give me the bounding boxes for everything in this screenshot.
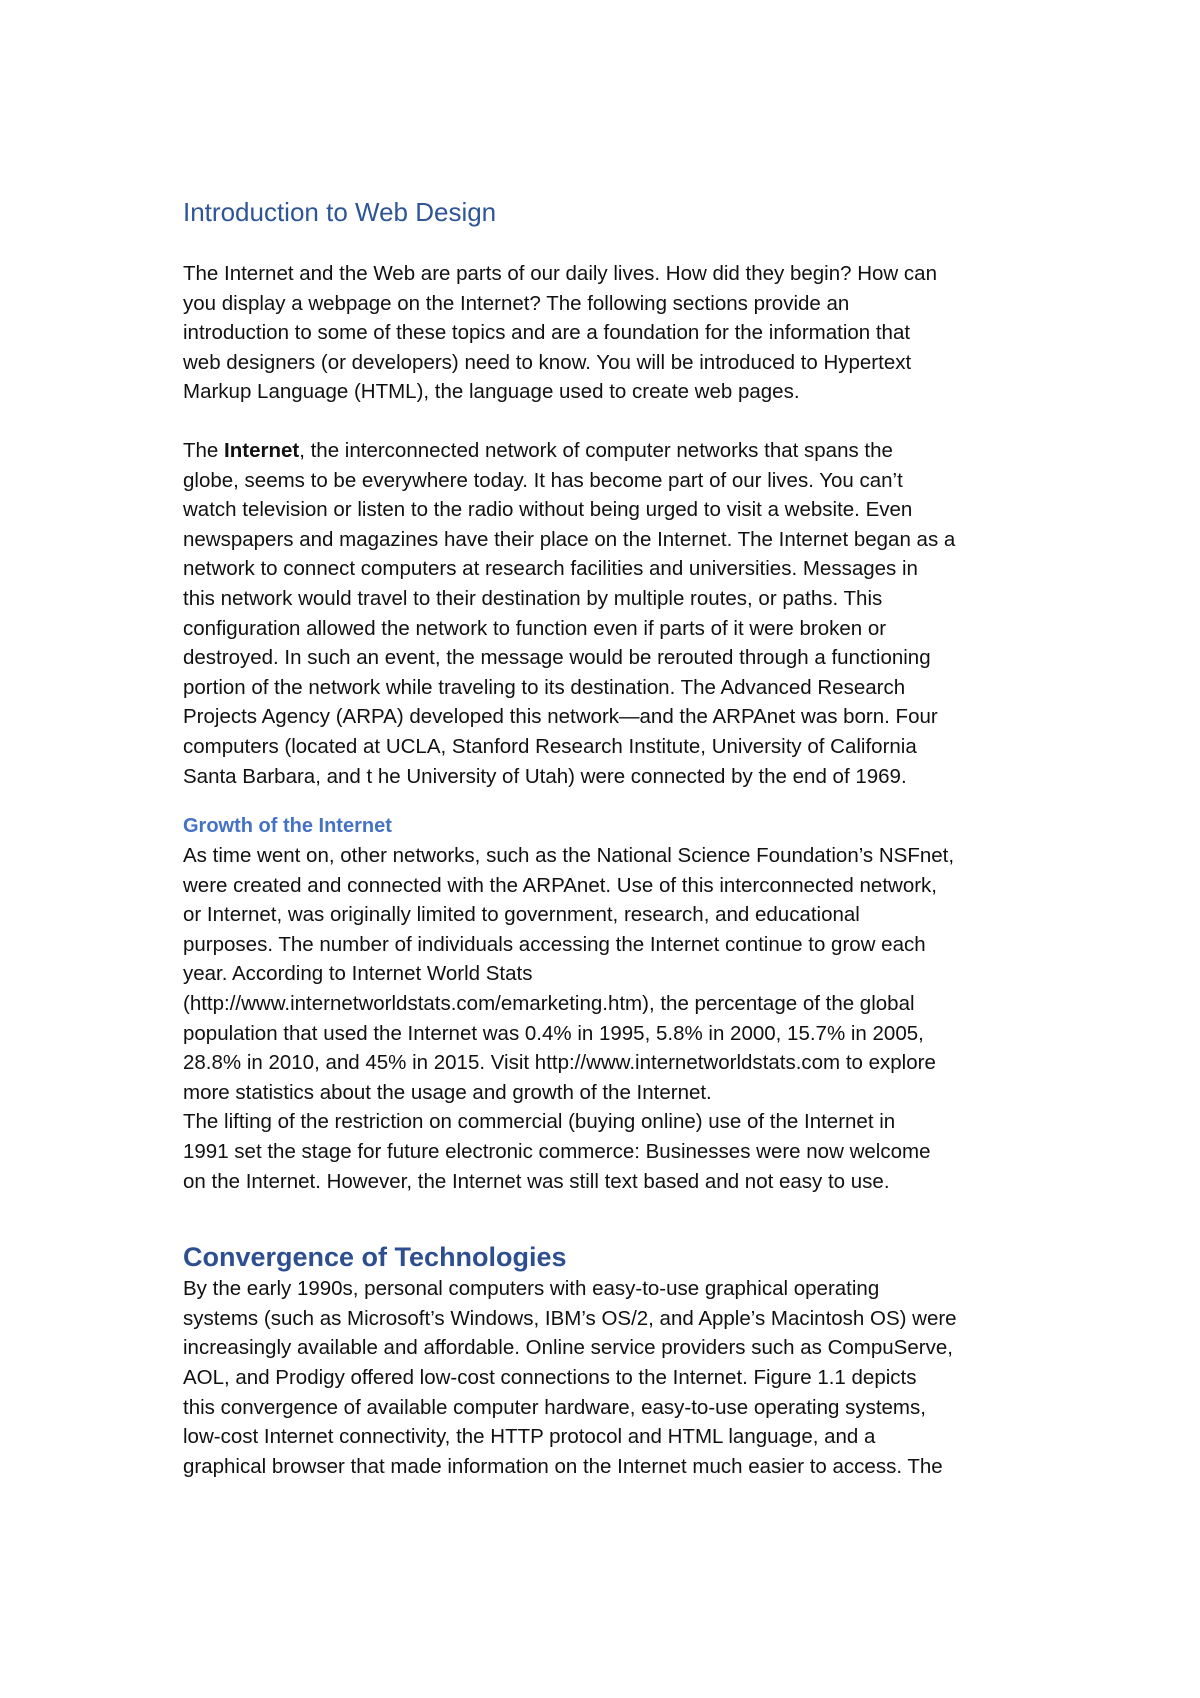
text-line: or Internet, was originally limited to government, research, and educational <box>183 903 860 927</box>
text-line: 1991 set the stage for future electronic commerce: Businesses were now welcome <box>183 1140 931 1164</box>
text-line: this network would travel to their destination by multiple routes, or paths. This <box>183 586 883 610</box>
text-line: population that used the Internet was 0.4% in 1995, 5.8% in 2000, 15.7% in 2005, <box>183 1021 924 1045</box>
text-line: destroyed. In such an event, the message would be rerouted through a functioning <box>183 646 931 670</box>
text-line: watch television or listen to the radio without being urged to visit a website. Even <box>183 498 913 522</box>
text-line: were created and connected with the ARPAnet. Use of this interconnected network, <box>183 873 937 897</box>
spacer <box>183 229 1043 259</box>
section-heading-convergence: Convergence of Technologies <box>183 1242 567 1273</box>
text-line: introduction to some of these topics and are a foundation for the information that <box>183 321 911 345</box>
internet-paragraph <box>183 436 1043 791</box>
text-line: purposes. The number of individuals accessing the Internet continue to grow each <box>183 932 926 956</box>
convergence-paragraph <box>183 1274 1043 1481</box>
text-line: on the Internet. However, the Internet was still text based and not easy to use. <box>183 1169 890 1193</box>
text-line: systems (such as Microsoft’s Windows, IBM’s OS/2, and Apple’s Macintosh OS) were <box>183 1306 957 1330</box>
section-heading-growth: Growth of the Internet <box>183 815 392 838</box>
text-line: Markup Language (HTML), the language used to create web pages. <box>183 380 800 404</box>
text-line: configuration allowed the network to function even if parts of it were broken or <box>183 616 887 640</box>
text-line: web designers (or developers) need to know. You will be introduced to Hypertext <box>183 350 912 374</box>
text-line: network to connect computers at research facilities and universities. Messages in <box>183 557 918 581</box>
text-line: By the early 1990s, personal computers with easy-to-use graphical operating <box>183 1277 880 1301</box>
text-line: year. According to Internet World Stats <box>183 962 533 986</box>
text-line: Projects Agency (ARPA) developed this network—and the ARPAnet was born. Four <box>183 705 938 729</box>
text-line: (http://www.internetworldstats.com/emarketing.htm), the percentage of the global <box>183 992 915 1016</box>
bold-term-internet: Internet <box>224 438 300 462</box>
text-line: portion of the network while traveling to its destination. The Advanced Research <box>183 675 906 699</box>
text-fragment: , the interconnected network of computer networks that spans the <box>299 438 893 462</box>
text-line: 28.8% in 2010, and 45% in 2015. Visit http://www.internetworldstats.com to explore <box>183 1051 936 1075</box>
text-line: you display a webpage on the Internet? The following sections provide an <box>183 291 850 315</box>
text-line: this convergence of available computer hardware, easy-to-use operating systems, <box>183 1395 926 1419</box>
text-line: computers (located at UCLA, Stanford Research Institute, University of California <box>183 734 917 758</box>
spacer <box>183 1196 1043 1240</box>
text-line: more statistics about the usage and growth of the Internet. <box>183 1080 712 1104</box>
text-line: The lifting of the restriction on commercial (buying online) use of the Internet in <box>183 1110 896 1134</box>
text-line: As time went on, other networks, such as the National Science Foundation’s NSFnet, <box>183 844 955 868</box>
text-line: Santa Barbara, and t he University of Utah) were connected by the end of 1969. <box>183 764 907 788</box>
text-line: The Internet and the Web are parts of our daily lives. How did they begin? How can <box>183 262 937 285</box>
intro-paragraph <box>183 259 1043 407</box>
text-line: globe, seems to be everywhere today. It has become part of our lives. You can’t <box>183 468 903 492</box>
text-line: newspapers and magazines have their place on the Internet. The Internet began as a <box>183 527 956 551</box>
text-line: graphical browser that made information on the Internet much easier to access. The <box>183 1454 943 1478</box>
spacer <box>183 407 1043 436</box>
text-line: AOL, and Prodigy offered low-cost connections to the Internet. Figure 1.1 depicts <box>183 1366 917 1389</box>
text-fragment: The <box>183 438 225 462</box>
text-line: increasingly available and affordable. Online service providers such as CompuServe, <box>183 1336 953 1360</box>
spacer <box>183 791 1043 811</box>
text-line: low-cost Internet connectivity, the HTTP protocol and HTML language, and a <box>183 1425 876 1449</box>
page-title: Introduction to Web Design <box>183 197 497 227</box>
text-line <box>183 436 1043 466</box>
document-page <box>183 195 1043 1481</box>
growth-paragraph <box>183 841 1043 1196</box>
